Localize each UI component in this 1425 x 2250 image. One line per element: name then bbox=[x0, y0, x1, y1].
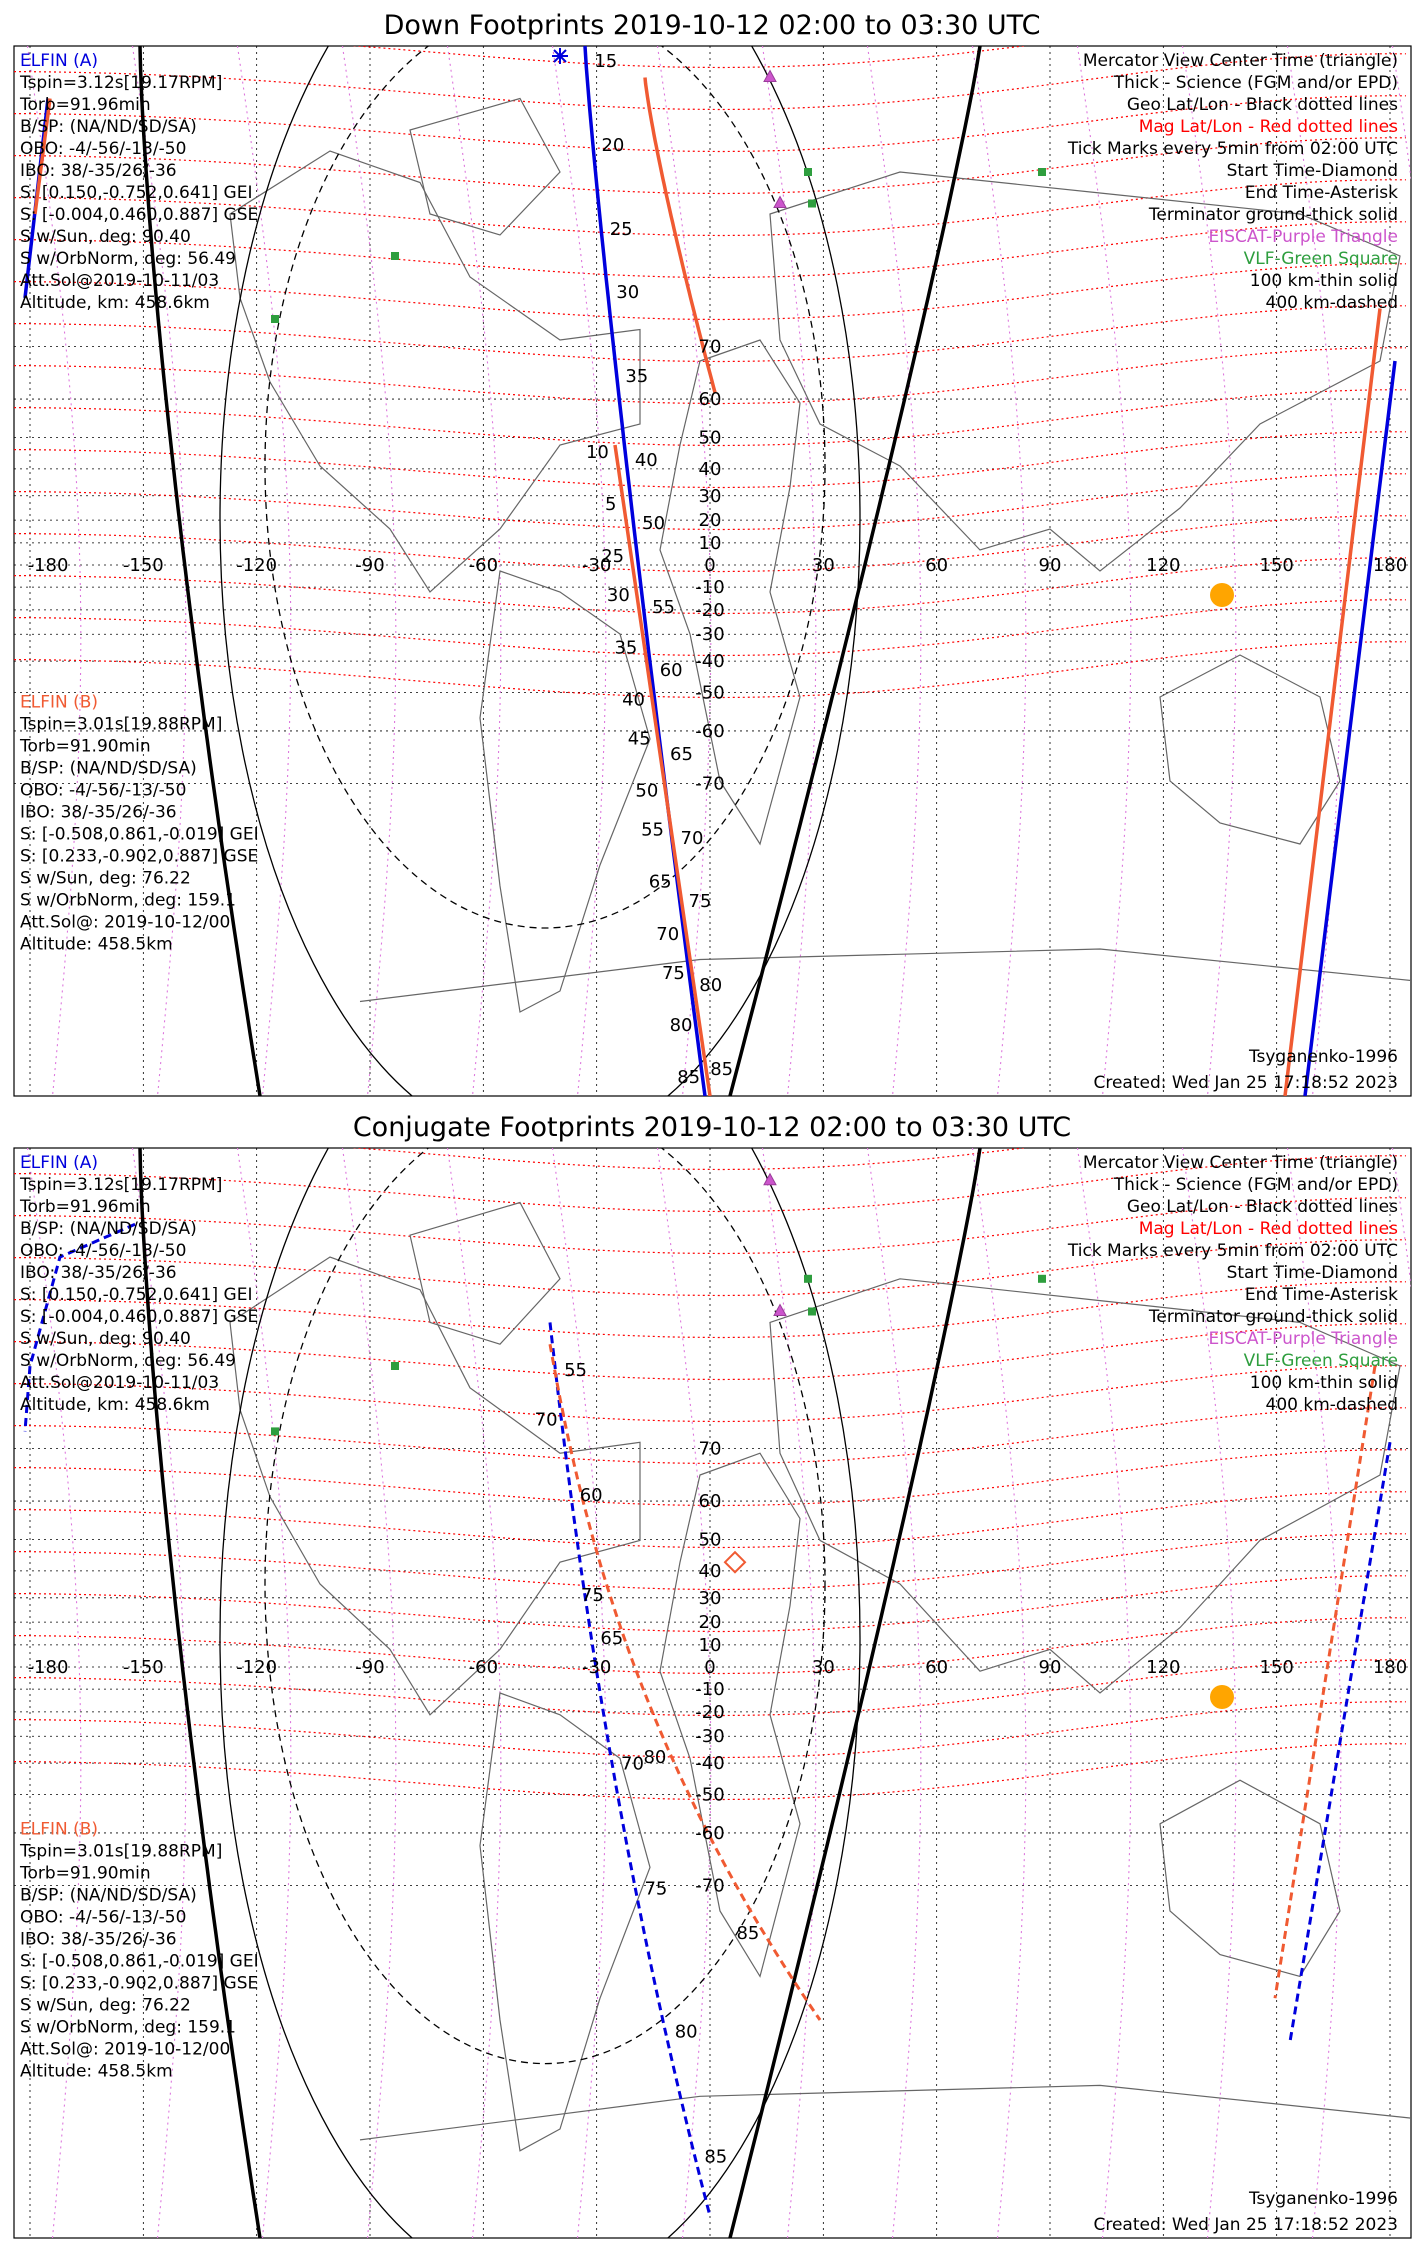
lon-tick-label: 150 bbox=[1259, 555, 1294, 576]
elfin-b-track-label: 85 bbox=[677, 1066, 701, 1088]
lat-tick-label: 10 bbox=[698, 532, 722, 554]
elfin-b-param: Torb=91.90min bbox=[20, 1863, 151, 1884]
elfin-b-param: Altitude: 458.5km bbox=[20, 2061, 173, 2082]
elfin-a-track-label: 70 bbox=[680, 828, 704, 849]
lon-tick-label: -90 bbox=[355, 555, 385, 576]
elfin-b-param: Att.Sol@: 2019-10-12/00 bbox=[20, 912, 231, 933]
elfin-a-heading: ELFIN (A) bbox=[20, 51, 99, 71]
elfin-b-track-label: 85 bbox=[736, 1922, 760, 1944]
elfin-a-param: Torb=91.96min bbox=[20, 95, 151, 115]
vlf-square bbox=[808, 1308, 816, 1316]
down-footprints-panel bbox=[14, 0, 1425, 1148]
elfin-b-track-label: 80 bbox=[669, 1014, 693, 1036]
vlf-square bbox=[391, 252, 399, 260]
legend-entry: Tick Marks every 5min from 02:00 UTC bbox=[1067, 139, 1398, 159]
lon-tick-label: 0 bbox=[704, 555, 716, 576]
vlf-square bbox=[271, 315, 279, 323]
lon-tick-label: 30 bbox=[811, 1657, 835, 1678]
elfin-b-track-label: 35 bbox=[614, 637, 638, 659]
legend-entry: Mag Lat/Lon - Red dotted lines bbox=[1138, 117, 1398, 137]
elfin-b-param: Tspin=3.01s[19.88RPM] bbox=[20, 714, 223, 735]
legend-entry: 400 km-dashed bbox=[1265, 293, 1398, 313]
elfin-a-track-label: 50 bbox=[642, 513, 666, 534]
elfin-a-param: S: [0.150,-0.752,0.641] GEI bbox=[20, 183, 253, 203]
legend-entry: 100 km-thin solid bbox=[1249, 1373, 1398, 1393]
elfin-a-track-label: 80 bbox=[699, 975, 723, 996]
vlf-square bbox=[1038, 168, 1046, 176]
elfin-a-track-label: 70 bbox=[621, 1753, 644, 1775]
lat-tick-label: -20 bbox=[695, 1701, 725, 1723]
elfin-a-param: S w/OrbNorm, deg: 56.49 bbox=[20, 249, 237, 269]
model-label: Tsyganenko-1996 bbox=[1248, 2189, 1398, 2209]
legend-entry: Terminator ground-thick solid bbox=[1148, 1307, 1398, 1327]
elfin-b-track-label: 5 bbox=[605, 494, 617, 516]
elfin-b-param: Att.Sol@: 2019-10-12/00 bbox=[20, 2039, 231, 2060]
lat-tick-label: -30 bbox=[695, 1726, 725, 1748]
legend-entry: Tick Marks every 5min from 02:00 UTC bbox=[1067, 1241, 1398, 1261]
lat-tick-label: 50 bbox=[698, 1529, 722, 1551]
legend-entry: End Time-Asterisk bbox=[1244, 1285, 1398, 1305]
legend-entry: Thick - Science (FGM and/or EPD) bbox=[1113, 1175, 1398, 1195]
elfin-a-param: S w/Sun, deg: 90.40 bbox=[20, 1329, 191, 1349]
elfin-a-param: B/SP: (NA/ND/SD/SA) bbox=[20, 117, 197, 137]
elfin-b-heading: ELFIN (B) bbox=[20, 692, 99, 713]
lon-tick-label: -60 bbox=[468, 555, 499, 576]
legend-entry: Thick - Science (FGM and/or EPD) bbox=[1113, 73, 1398, 93]
lon-tick-label: -150 bbox=[122, 1657, 164, 1678]
elfin-b-track-label: 70 bbox=[656, 923, 680, 945]
legend-entry: Mag Lat/Lon - Red dotted lines bbox=[1138, 1219, 1398, 1239]
elfin-a-track-label: 75 bbox=[644, 1878, 668, 1900]
lat-tick-label: -10 bbox=[695, 577, 725, 599]
elfin-b-param: OBO: -4/-56/-13/-50 bbox=[20, 780, 187, 801]
elfin-a-track-label: 65 bbox=[670, 744, 693, 765]
elfin-a-param: B/SP: (NA/ND/SD/SA) bbox=[20, 1219, 197, 1239]
lon-tick-label: 150 bbox=[1259, 1657, 1294, 1678]
elfin-b-param: S w/OrbNorm, deg: 159.1 bbox=[20, 890, 237, 911]
lat-tick-label: -40 bbox=[695, 1753, 725, 1775]
vlf-square bbox=[808, 200, 816, 208]
lon-tick-label: 0 bbox=[704, 1657, 716, 1678]
lon-tick-label: 180 bbox=[1372, 555, 1408, 576]
lon-tick-label: 120 bbox=[1146, 555, 1181, 576]
elfin-a-param: S w/Sun, deg: 90.40 bbox=[20, 227, 191, 247]
elfin-a-track-label: 85 bbox=[710, 1059, 734, 1080]
lat-tick-label: 70 bbox=[698, 1438, 722, 1460]
elfin-a-track-label: 60 bbox=[659, 660, 683, 681]
lon-tick-label: -90 bbox=[355, 1657, 385, 1678]
elfin-b-track-label: 10 bbox=[585, 442, 609, 464]
elfin-a-param: Att.Sol@2019-10-11/03 bbox=[20, 1373, 220, 1393]
elfin-a-heading: ELFIN (A) bbox=[20, 1153, 99, 1173]
lat-tick-label: 60 bbox=[698, 1491, 722, 1513]
panel-title: Conjugate Footprints 2019-10-12 02:00 to 03:30 UTC bbox=[352, 1112, 1072, 1143]
elfin-a-param: IBO: 38/-35/26/-36 bbox=[20, 1263, 177, 1283]
elfin-a-param: OBO: -4/-56/-13/-50 bbox=[20, 1241, 187, 1261]
lat-tick-label: 60 bbox=[698, 389, 722, 411]
elfin-b-param: S w/Sun, deg: 76.22 bbox=[20, 1995, 191, 2016]
lat-tick-label: 20 bbox=[698, 1612, 722, 1634]
elfin-b-param: S: [0.233,-0.902,0.887] GSE bbox=[20, 846, 259, 867]
elfin-a-track-label: 75 bbox=[688, 891, 712, 912]
lat-tick-label: -60 bbox=[695, 1822, 725, 1844]
lon-tick-label: 60 bbox=[925, 555, 949, 576]
elfin-a-track-label: 20 bbox=[601, 135, 625, 156]
elfin-a-param: Tspin=3.12s[19.17RPM] bbox=[20, 1175, 223, 1195]
lon-tick-label: 60 bbox=[925, 1657, 949, 1678]
sun-marker bbox=[1210, 1685, 1234, 1709]
elfin-a-param: Att.Sol@2019-10-11/03 bbox=[20, 271, 220, 291]
created-timestamp: Created: Wed Jan 25 17:18:52 2023 bbox=[1093, 2215, 1398, 2235]
elfin-b-param: S: [-0.508,0.861,-0.019] GEI bbox=[20, 824, 259, 845]
elfin-a-track-label: 85 bbox=[704, 2146, 728, 2168]
elfin-a-track-label: 55 bbox=[652, 597, 675, 618]
elfin-b-track-label: 25 bbox=[601, 546, 625, 568]
legend-entry: Mercator View Center Time (triangle) bbox=[1082, 1153, 1398, 1173]
elfin-b-param: Tspin=3.01s[19.88RPM] bbox=[20, 1841, 223, 1862]
elfin-b-param: S w/OrbNorm, deg: 159.1 bbox=[20, 2017, 237, 2038]
elfin-a-param: S w/OrbNorm, deg: 56.49 bbox=[20, 1351, 237, 1371]
legend-entry: Geo Lat/Lon - Black dotted lines bbox=[1126, 95, 1398, 115]
panel-title: Down Footprints 2019-10-12 02:00 to 03:30 UTC bbox=[383, 10, 1041, 41]
legend-entry: Mercator View Center Time (triangle) bbox=[1082, 51, 1398, 71]
vlf-square bbox=[804, 168, 812, 176]
elfin-b-track-label: 30 bbox=[606, 585, 630, 607]
elfin-a-track-label: 60 bbox=[579, 1485, 603, 1507]
lat-tick-label: 20 bbox=[698, 510, 722, 532]
end-time-asterisk bbox=[552, 48, 568, 64]
elfin-b-track-label: 55 bbox=[641, 819, 664, 841]
lat-tick-label: -40 bbox=[695, 651, 725, 673]
elfin-b-track-label: 75 bbox=[661, 962, 685, 984]
lon-tick-label: 30 bbox=[811, 555, 835, 576]
elfin-a-param: OBO: -4/-56/-13/-50 bbox=[20, 139, 187, 159]
legend-entry: Geo Lat/Lon - Black dotted lines bbox=[1126, 1197, 1398, 1217]
elfin-a-param: S: [-0.004,0.460,0.887] GSE bbox=[20, 205, 259, 225]
legend-entry: EISCAT-Purple Triangle bbox=[1208, 227, 1398, 247]
lon-tick-label: 180 bbox=[1372, 1657, 1408, 1678]
vlf-square bbox=[1038, 1275, 1046, 1283]
lon-tick-label: -30 bbox=[581, 1657, 612, 1678]
vlf-square bbox=[391, 1362, 399, 1370]
elfin-a-param: Altitude, km: 458.6km bbox=[20, 293, 210, 313]
lon-tick-label: -120 bbox=[236, 555, 278, 576]
elfin-a-track-label: 25 bbox=[609, 219, 633, 240]
elfin-a-param: IBO: 38/-35/26/-36 bbox=[20, 161, 177, 181]
elfin-b-param: IBO: 38/-35/26/-36 bbox=[20, 1929, 177, 1950]
elfin-b-param: Altitude: 458.5km bbox=[20, 934, 173, 955]
lat-tick-label: 30 bbox=[698, 1587, 722, 1609]
elfin-a-track-label: 15 bbox=[594, 51, 618, 72]
lat-tick-label: 10 bbox=[698, 1634, 722, 1656]
legend-entry: Start Time-Diamond bbox=[1226, 1263, 1398, 1283]
elfin-a-track-label: 40 bbox=[634, 450, 658, 471]
lat-tick-label: 40 bbox=[698, 458, 722, 480]
elfin-a-param: Tspin=3.12s[19.17RPM] bbox=[20, 73, 223, 93]
legend-entry: End Time-Asterisk bbox=[1244, 183, 1398, 203]
lon-tick-label: -60 bbox=[468, 1657, 499, 1678]
elfin-b-track-label: 80 bbox=[643, 1747, 667, 1769]
elfin-a-track-label: 35 bbox=[625, 366, 649, 387]
vlf-square bbox=[804, 1275, 812, 1283]
legend-entry: 400 km-dashed bbox=[1265, 1395, 1398, 1415]
lat-tick-label: -10 bbox=[695, 1679, 725, 1701]
elfin-b-param: B/SP: (NA/ND/SD/SA) bbox=[20, 758, 197, 779]
lat-tick-label: -50 bbox=[695, 682, 725, 704]
created-timestamp: Created: Wed Jan 25 17:18:52 2023 bbox=[1093, 1073, 1398, 1093]
lat-tick-label: -70 bbox=[695, 1875, 725, 1897]
elfin-a-param: Altitude, km: 458.6km bbox=[20, 1395, 210, 1415]
elfin-b-track-label: 45 bbox=[627, 728, 651, 750]
elfin-b-param: S: [-0.508,0.861,-0.019] GEI bbox=[20, 1951, 259, 1972]
lat-tick-label: 40 bbox=[698, 1560, 722, 1582]
elfin-a-track-label: 55 bbox=[564, 1360, 588, 1382]
lat-tick-label: -20 bbox=[695, 599, 725, 621]
lon-tick-label: -150 bbox=[122, 555, 164, 576]
elfin-b-param: OBO: -4/-56/-13/-50 bbox=[20, 1907, 187, 1928]
lon-tick-label: -180 bbox=[27, 1657, 69, 1678]
vlf-square bbox=[271, 1427, 279, 1435]
elfin-a-track-label: 30 bbox=[616, 282, 640, 303]
elfin-b-param: S w/Sun, deg: 76.22 bbox=[20, 868, 191, 889]
legend-entry: VLF-Green Square bbox=[1243, 249, 1398, 269]
elfin-a-param: S: [-0.004,0.460,0.887] GSE bbox=[20, 1307, 259, 1327]
elfin-a-track-label: 80 bbox=[674, 2021, 698, 2043]
lat-tick-label: -60 bbox=[695, 720, 725, 742]
lon-tick-label: 120 bbox=[1146, 1657, 1181, 1678]
elfin-b-param: B/SP: (NA/ND/SD/SA) bbox=[20, 1885, 197, 1906]
elfin-b-track-label: 75 bbox=[580, 1585, 604, 1607]
lat-tick-label: 30 bbox=[698, 485, 722, 507]
legend-entry: Terminator ground-thick solid bbox=[1148, 205, 1398, 225]
model-label: Tsyganenko-1996 bbox=[1248, 1047, 1398, 1067]
elfin-b-track-label: 40 bbox=[622, 689, 645, 711]
lat-tick-label: -70 bbox=[695, 773, 725, 795]
lon-tick-label: 90 bbox=[1038, 555, 1062, 576]
legend-entry: 100 km-thin solid bbox=[1249, 271, 1398, 291]
legend-entry: VLF-Green Square bbox=[1243, 1351, 1398, 1371]
elfin-a-track-label: 65 bbox=[600, 1628, 624, 1650]
elfin-b-track-label: 70 bbox=[534, 1409, 558, 1431]
legend-entry: EISCAT-Purple Triangle bbox=[1208, 1329, 1398, 1349]
lon-tick-label: -180 bbox=[27, 555, 69, 576]
lat-tick-label: 50 bbox=[698, 427, 722, 449]
lat-tick-label: 70 bbox=[698, 336, 722, 358]
lat-tick-label: -50 bbox=[695, 1784, 725, 1806]
elfin-b-param: IBO: 38/-35/26/-36 bbox=[20, 802, 177, 823]
elfin-b-heading: ELFIN (B) bbox=[20, 1819, 99, 1840]
lon-tick-label: 90 bbox=[1038, 1657, 1062, 1678]
legend-entry: Start Time-Diamond bbox=[1226, 161, 1398, 181]
lon-tick-label: -120 bbox=[236, 1657, 278, 1678]
elfin-a-param: S: [0.150,-0.752,0.641] GEI bbox=[20, 1285, 253, 1305]
elfin-b-track-label: 65 bbox=[648, 871, 672, 893]
elfin-a-param: Torb=91.96min bbox=[20, 1197, 151, 1217]
lon-tick-label: -30 bbox=[581, 555, 612, 576]
sun-marker bbox=[1210, 583, 1234, 607]
elfin-b-param: Torb=91.90min bbox=[20, 736, 151, 757]
elfin-b-param: S: [0.233,-0.902,0.887] GSE bbox=[20, 1973, 259, 1994]
elfin-b-track-label: 50 bbox=[635, 780, 659, 802]
lat-tick-label: -30 bbox=[695, 624, 725, 646]
